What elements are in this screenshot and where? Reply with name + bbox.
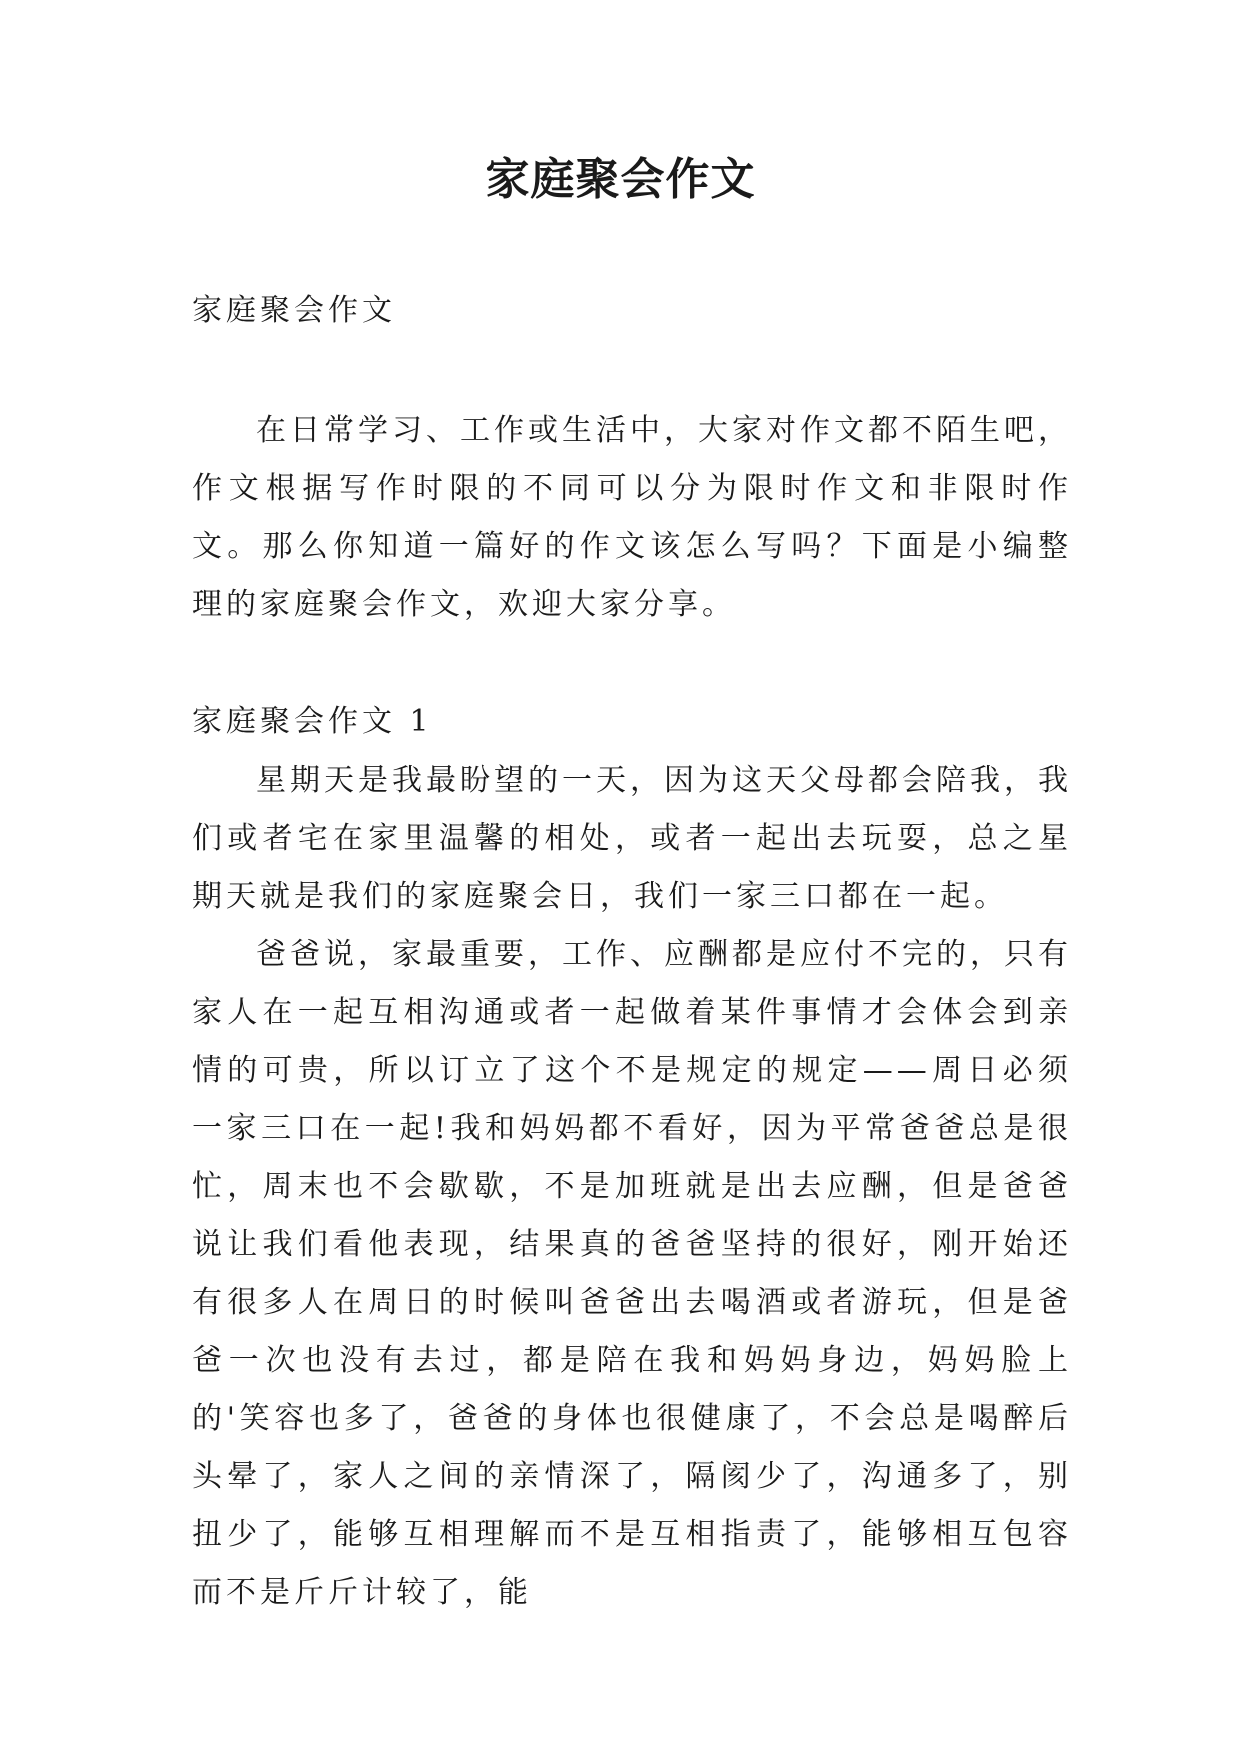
- section-body: [192, 752, 1072, 1622]
- document-subtitle: 家庭聚会作文: [192, 293, 396, 328]
- section-heading: 家庭聚会作文 1: [192, 704, 433, 739]
- intro-paragraph: 在日常学习、工作或生活中，大家对作文都不陌生吧，作文根据写作时限的不同可以分为限时作文和非限时作文。那么你知道一篇好的作文该怎么写吗？下面是小编整理的家庭聚会作文，欢迎大家分享。: [192, 413, 1072, 622]
- document-title: 家庭聚会作文: [485, 154, 756, 205]
- body-paragraph: 星期天是我最盼望的一天，因为这天父母都会陪我，我们或者宅在家里温馨的相处，或者一起出去玩耍，总之星期天就是我们的家庭聚会日，我们一家三口都在一起。: [192, 763, 1072, 914]
- body-paragraph: 爸爸说，家最重要，工作、应酬都是应付不完的，只有家人在一起互相沟通或者一起做着某件事情才会体会到亲情的可贵，所以订立了这个不是规定的规定——周日必须一家三口在一起!我和妈妈都不看好，因为平常爸爸总是很忙，周末也不会歇歇，不是加班就是出去应酬，但是爸爸说让我们看他表现，结果真的爸爸坚持的很好，刚开始还有很多人在周日的时候叫爸爸出去喝酒或者游玩，但是爸爸一次也没有去过，都是陪在我和妈妈身边，妈妈脸上的'笑容也多了，爸爸的身体也很健康了，不会总是喝醉后头晕了，家人之间的亲情深了，隔阂少了，沟通多了，别扭少了，能够互相理解而不是互相指责了，能够相互包容而不是斤斤计较了，能: [192, 937, 1072, 1610]
